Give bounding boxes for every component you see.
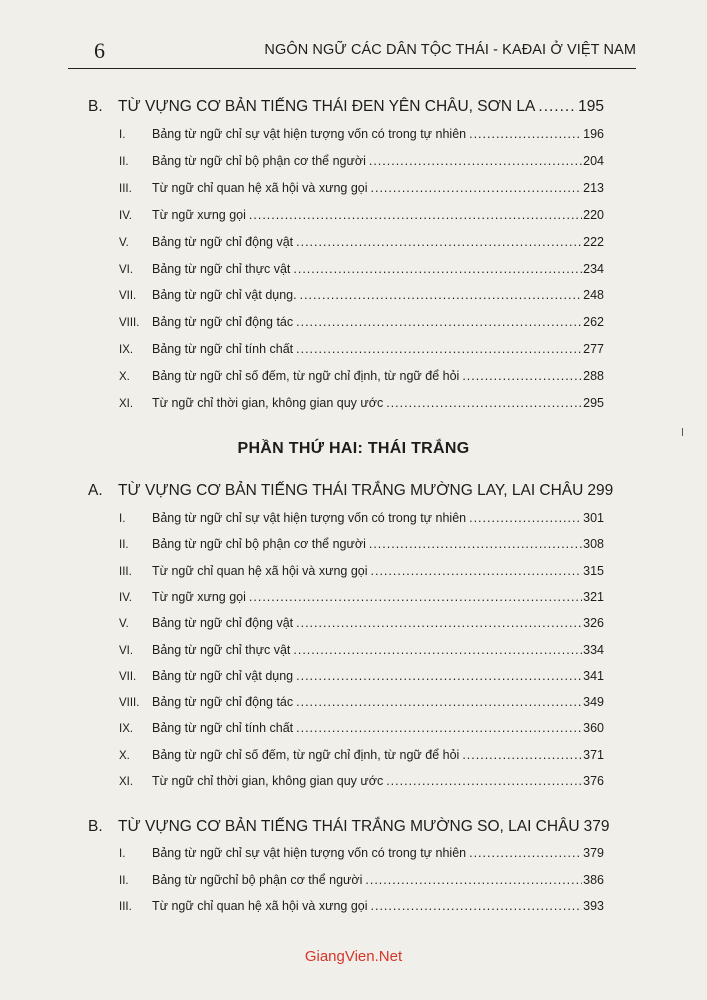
- dot-leader: [296, 315, 582, 329]
- entry-title: Từ ngữ chỉ quan hệ xã hội và xưng gọi: [152, 899, 368, 913]
- section-page: 195: [578, 98, 604, 115]
- toc-entry: [119, 262, 604, 280]
- entry-page: 220: [583, 207, 604, 222]
- toc-entry: [119, 511, 604, 529]
- entry-page: 371: [583, 747, 604, 762]
- toc-entry: [119, 235, 604, 253]
- entry-number: I.: [119, 129, 126, 141]
- toc-entry: [119, 396, 604, 414]
- entry-page: 360: [583, 721, 604, 736]
- toc-entry: [119, 590, 604, 608]
- dot-leader: [249, 590, 582, 604]
- toc-entry: [119, 154, 604, 172]
- entry-page: 315: [583, 563, 604, 578]
- toc-entry: [119, 774, 604, 792]
- dot-leader: [462, 748, 582, 762]
- toc-entry: [119, 899, 604, 917]
- margin-mark: [682, 428, 683, 436]
- toc-section-heading: [88, 98, 604, 120]
- dot-leader: [386, 774, 582, 788]
- entry-title: Từ ngữ chỉ thời gian, không gian quy ước: [152, 774, 384, 788]
- entry-number: III.: [119, 565, 132, 578]
- entry-title: Bảng từ ngữ chỉ sự vật hiện tượng vốn có trong tự nhiên: [152, 511, 467, 525]
- entry-title: Bảng từ ngữ chỉ vật dụng.: [152, 288, 297, 303]
- dot-leader: [371, 181, 583, 195]
- entry-page: 213: [583, 180, 604, 195]
- entry-page: 386: [583, 872, 604, 887]
- toc-entry: [119, 537, 604, 555]
- entry-number: IV.: [119, 209, 133, 222]
- entry-number: III.: [119, 901, 132, 913]
- entry-title: Bảng từ ngữ chỉ động tác: [152, 315, 294, 330]
- entry-title: Bảng từ ngữ chỉ sự vật hiện tượng vốn có trong tự nhiên: [152, 846, 467, 860]
- dot-leader: [293, 262, 582, 276]
- dot-leader: [296, 721, 582, 735]
- entry-number: II.: [119, 539, 129, 552]
- watermark: GiangVien.Net: [304, 948, 403, 965]
- entry-number: I.: [119, 848, 126, 860]
- dot-leader: [469, 511, 582, 525]
- entry-title: Bảng từ ngữ chỉ động vật: [152, 234, 294, 249]
- entry-number: II.: [119, 874, 129, 887]
- section-letter: A.: [88, 482, 103, 499]
- dot-leader: [296, 616, 582, 630]
- entry-title: Bảng từ ngữ chỉ vật dụng: [152, 668, 294, 683]
- entry-title: Bảng từ ngữ chỉ bộ phận cơ thể người: [152, 153, 366, 168]
- section-letter: B.: [88, 98, 103, 115]
- entry-page: 262: [583, 315, 604, 330]
- entry-page: 321: [583, 589, 604, 604]
- entry-number: VI.: [119, 263, 134, 276]
- entry-title: Bảng từ ngữ chỉ động tác: [152, 695, 294, 710]
- dot-leader: [300, 288, 583, 302]
- entry-title: Bảng từ ngữ chỉ tính chất: [152, 342, 294, 357]
- header-rule: [68, 68, 636, 69]
- part-heading: PHẦN THỨ HAI: THÁI TRẮNG: [237, 440, 470, 457]
- entry-title: Từ ngữ chỉ thời gian, không gian quy ước: [152, 396, 384, 410]
- section-title: TỪ VỰNG CƠ BẢN TIẾNG THÁI TRẮNG MƯỜNG LAY, LAI CHÂU: [118, 482, 584, 499]
- entry-number: II.: [119, 155, 129, 168]
- entry-page: 234: [583, 261, 604, 276]
- dot-leader: [296, 669, 582, 683]
- toc-entry: [119, 288, 604, 306]
- dot-leader: [371, 899, 583, 913]
- dot-leader: [371, 564, 583, 578]
- toc-entry: [119, 616, 604, 634]
- entry-page: 288: [583, 369, 604, 384]
- page-number: 6: [94, 38, 105, 63]
- entry-title: Bảng từ ngữ chỉ số đếm, từ ngữ chỉ định, từ ngữ để hỏi: [152, 369, 460, 384]
- entry-page: 376: [583, 774, 604, 788]
- entry-page: 393: [583, 899, 604, 913]
- toc-entry: [119, 564, 604, 582]
- entry-number: IX.: [119, 723, 134, 736]
- toc-section-heading: [88, 482, 614, 504]
- entry-title: Từ ngữ xưng gọi: [152, 589, 246, 604]
- section-page: 379: [583, 818, 610, 835]
- section-letter: B.: [88, 818, 103, 835]
- toc-entry: [119, 846, 604, 864]
- dot-leader: [296, 235, 582, 249]
- toc-entry: [119, 127, 604, 145]
- entry-number: VIII.: [119, 317, 140, 330]
- dot-leader: [386, 396, 582, 410]
- entry-number: X.: [119, 749, 130, 762]
- toc-entry: [119, 342, 604, 360]
- dot-leader: [296, 695, 582, 709]
- toc-entry: [119, 669, 604, 687]
- toc-entry: [119, 748, 604, 766]
- toc-entry: [119, 315, 604, 333]
- entry-number: VIII.: [119, 697, 140, 710]
- entry-page: 301: [583, 511, 604, 525]
- entry-number: VII.: [119, 670, 137, 683]
- toc-entry: [119, 873, 604, 891]
- entry-number: I.: [119, 513, 126, 525]
- dot-leader: [462, 369, 582, 383]
- entry-page: 248: [583, 288, 604, 303]
- entry-title: Bảng từ ngữ chỉ sự vật hiện tượng vốn có trong tự nhiên: [152, 127, 467, 141]
- dot-leader: [293, 643, 582, 657]
- entry-number: IV.: [119, 591, 133, 604]
- section-page: 299: [587, 482, 614, 499]
- dot-leader: [469, 127, 582, 141]
- entry-title: Bảng từ ngữ chỉ tính chất: [152, 721, 294, 736]
- entry-page: 349: [583, 695, 604, 710]
- entry-number: V.: [119, 618, 129, 631]
- toc-entry: [119, 181, 604, 199]
- entry-title: Từ ngữ chỉ quan hệ xã hội và xưng gọi: [152, 563, 368, 578]
- entry-page: 204: [583, 153, 604, 168]
- toc-entry: [119, 208, 604, 226]
- entry-number: X.: [119, 371, 130, 384]
- dot-leader: [296, 342, 582, 356]
- toc-entry: [119, 721, 604, 739]
- entry-number: VI.: [119, 644, 134, 657]
- entry-page: 196: [583, 127, 604, 141]
- entry-page: 379: [583, 846, 604, 860]
- dot-leader: [538, 98, 577, 116]
- entry-page: 277: [583, 342, 604, 357]
- toc-entry: [119, 643, 604, 661]
- dot-leader: [369, 537, 582, 551]
- entry-title: Bảng từ ngữ chỉ động vật: [152, 616, 294, 631]
- entry-title: Bảng từ ngữchỉ bộ phận cơ thể người: [152, 872, 363, 887]
- entry-page: 222: [583, 234, 604, 249]
- entry-title: Bảng từ ngữ chỉ thực vật: [152, 642, 291, 657]
- toc-entry: [119, 369, 604, 387]
- entry-page: 334: [583, 642, 604, 657]
- running-title: NGÔN NGỮ CÁC DÂN TỘC THÁI - KAĐAI Ở VIỆT NAM: [264, 42, 636, 58]
- entry-number: XI.: [119, 776, 134, 788]
- entry-number: IX.: [119, 344, 134, 357]
- page-header: [68, 34, 636, 70]
- section-title: TỪ VỰNG CƠ BẢN TIẾNG THÁI TRẮNG MƯỜNG SO, LAI CHÂU: [118, 818, 580, 835]
- dot-leader: [249, 208, 582, 222]
- entry-page: 308: [583, 537, 604, 552]
- entry-title: Bảng từ ngữ chỉ thực vật: [152, 261, 291, 276]
- entry-title: Bảng từ ngữ chỉ bộ phận cơ thể người: [152, 537, 366, 552]
- section-title: TỪ VỰNG CƠ BẢN TIẾNG THÁI ĐEN YÊN CHÂU, SƠN LA: [118, 98, 536, 115]
- entry-title: Bảng từ ngữ chỉ số đếm, từ ngữ chỉ định, từ ngữ để hỏi: [152, 747, 460, 762]
- entry-page: 326: [583, 616, 604, 631]
- entry-page: 341: [583, 668, 604, 683]
- entry-number: VII.: [119, 290, 137, 303]
- entry-number: V.: [119, 236, 129, 249]
- toc-section-heading: [88, 818, 610, 840]
- dot-leader: [369, 154, 582, 168]
- dot-leader: [365, 873, 582, 887]
- entry-number: III.: [119, 182, 132, 195]
- entry-number: XI.: [119, 398, 134, 410]
- entry-title: Từ ngữ chỉ quan hệ xã hội và xưng gọi: [152, 180, 368, 195]
- entry-page: 295: [583, 396, 604, 410]
- toc-entry: [119, 695, 604, 713]
- entry-title: Từ ngữ xưng gọi: [152, 207, 246, 222]
- dot-leader: [469, 846, 582, 860]
